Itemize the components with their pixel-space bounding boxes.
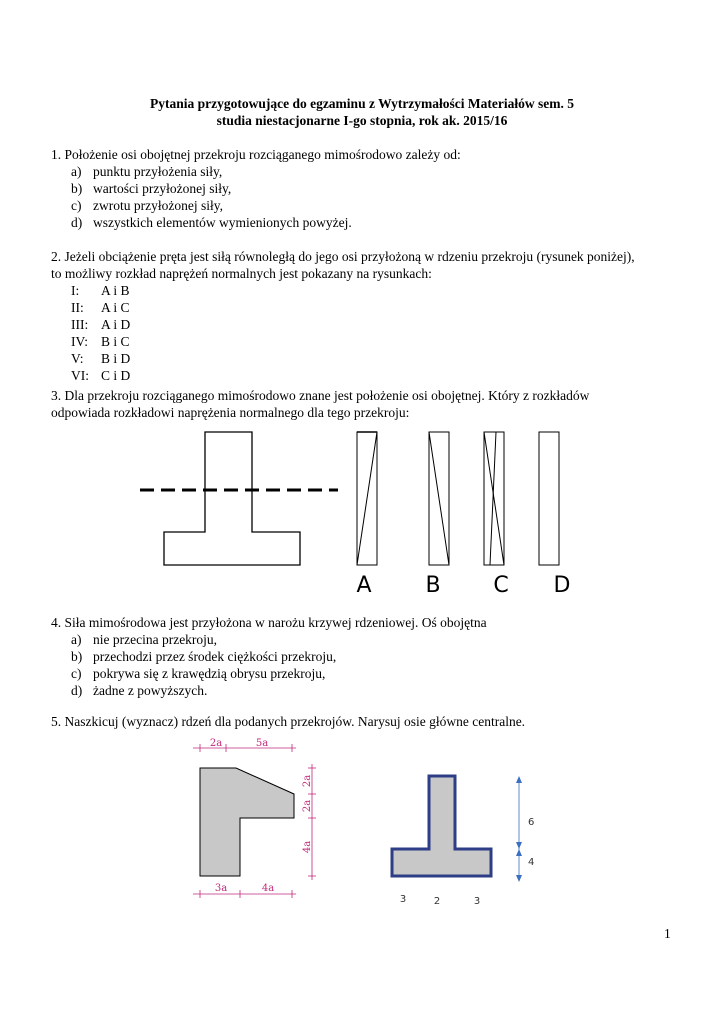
q5-fig1: [193, 738, 316, 898]
q2-option-4: IV: B i C: [71, 334, 130, 349]
q4-option-a: a) nie przecina przekroju,: [71, 632, 218, 647]
fig1-dim-bottom-1: 3a: [214, 883, 228, 894]
title-line-2: studia niestacjonarne I-go stopnia, rok ak. 2015/16: [216, 113, 508, 128]
distribution-a-label: A: [356, 573, 372, 598]
distribution-a-line: [357, 432, 377, 565]
distribution-d-frame: [539, 432, 559, 565]
distribution-a-frame: [357, 432, 377, 565]
fig2-dim-right-1: 6: [528, 817, 535, 828]
q4-option-c: c) pokrywa się z krawędzią obrysu przekroju,: [71, 666, 326, 681]
q3-stem-line1: 3. Dla przekroju rozciąganego mimośrodowo znane jest położenie osi obojętnej. Który z rozkładów: [51, 388, 590, 403]
page-number: 1: [664, 926, 671, 941]
fig1-dim-bottom-2: 4a: [261, 883, 275, 894]
q2-option-6: VI: C i D: [71, 368, 131, 383]
q4-stem: 4. Siła mimośrodowa jest przyłożona w narożu krzywej rdzeniowej. Oś obojętna: [51, 615, 487, 630]
distribution-c-line-1: [484, 432, 504, 565]
q2-stem-line1: 2. Jeżeli obciążenie pręta jest siłą równoległą do jego osi przyłożoną w rdzeniu przekroju (rysunek poniżej),: [51, 249, 635, 264]
distribution-b-frame: [429, 432, 449, 565]
distribution-c-frame: [484, 432, 504, 565]
q3-stem-line2: odpowiada rozkładowi naprężenia normalnego dla tego przekroju:: [51, 405, 410, 420]
fig1-dim-top-2: 5a: [255, 738, 269, 749]
q5-fig2: [392, 776, 534, 907]
q1-option-a: a) punktu przyłożenia siły,: [71, 164, 223, 179]
q3-t-section: [164, 432, 300, 565]
q1-stem: 1. Położenie osi obojętnej przekroju rozciąganego mimośrodowo zależy od:: [51, 147, 461, 162]
distribution-c-label: C: [493, 573, 509, 598]
fig2-dim-bottom-1: 3: [399, 894, 407, 905]
fig1-dim-right-3: 4a: [302, 840, 313, 854]
distribution-d-label: D: [553, 573, 571, 598]
fig1-dim-top-1: 2a: [209, 738, 223, 749]
q1-option-c: c) zwrotu przyłożonej siły,: [71, 198, 223, 213]
title-line-1: Pytania przygotowujące do egzaminu z Wytrzymałości Materiałów sem. 5: [149, 96, 575, 111]
distribution-c-line-2: [490, 432, 496, 565]
q1-option-b: b) wartości przyłożonej siły,: [71, 181, 232, 196]
fig2-dim-bottom-2: 2: [433, 896, 441, 907]
q2-option-2: II: A i C: [71, 300, 130, 315]
q4-option-b: b) przechodzi przez środek ciężkości przekroju,: [71, 649, 337, 664]
fig1-dim-right-1: 2a: [302, 774, 313, 788]
fig1-dim-right-2: 2a: [302, 799, 313, 813]
q5-stem: 5. Naszkicuj (wyznacz) rdzeń dla podanych przekrojów. Narysuj osie główne centralne.: [51, 714, 526, 729]
fig2-dim-bottom-3: 3: [473, 896, 481, 907]
fig2-dim-right-2: 4: [528, 857, 535, 868]
q2-option-1: I: A i B: [71, 283, 130, 298]
q5-fig1-section: [200, 768, 294, 876]
q2-stem-line2: to możliwy rozkład naprężeń normalnych jest pokazany na rysunkach:: [51, 266, 432, 281]
q1-option-d: d) wszystkich elementów wymienionych powyżej.: [71, 215, 352, 230]
q4-option-d: d) żadne z powyższych.: [71, 683, 208, 698]
q5-fig2-section: [392, 776, 491, 876]
q2-option-5: V: B i D: [71, 351, 131, 366]
distribution-b-label: B: [425, 573, 441, 598]
distribution-b-line: [429, 432, 449, 565]
q2-option-3: III: A i D: [71, 317, 131, 332]
